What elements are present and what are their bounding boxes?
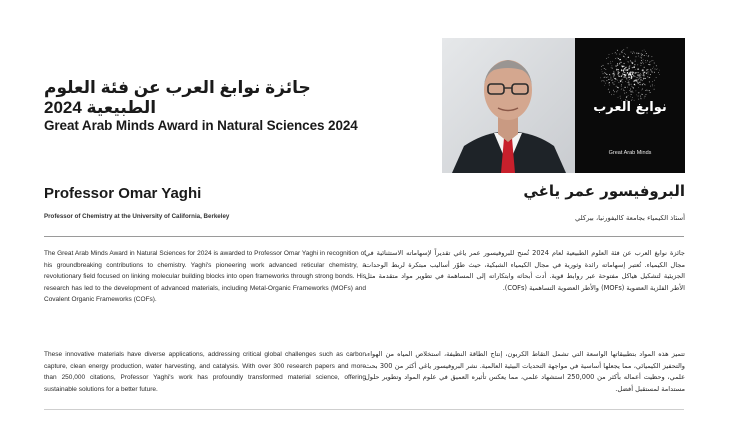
body-paragraph-arabic: جائزة نوابغ العرب عن فئة العلوم الطبيعية لعام 2024 تُمنح للبروفيسور عمر ياغي تقديراً لإسهاماته الاستثنائية في مجال الكيمياء. تُعتبر إسهاماته رائدة وثورية في مجال الكيمياء الشبكية، حيث طوّر أساليب مبتكرة لربط الوحدات الجزيئية لتشكيل هياكل مفتوحة عبر روابط قوية. أدت أبحاثه وابتكاراته إلى المساهمة في تطوير مواد متقدمة مثل الأطر الفلزية العضوية (MOFs) والأطر العضوية التساهمية (COFs).: [365, 249, 685, 292]
body-paragraph-english: These innovative materials have diverse applications, addressing critical global challenges such as carbon capture, clean energy production, water harvesting, and catalysis. With over 300 research papers and more than 250,000 citations, Professor Yaghi's work has profoundly transformed material science, offering sustainable solutions for a better future.: [44, 351, 366, 393]
page-title-english: Great Arab Minds Award in Natural Sciences 2024: [44, 118, 358, 133]
logo-text-arabic: نوابغ العرب: [593, 100, 667, 115]
great-arab-minds-logo: [575, 38, 685, 173]
logo-text-english: Great Arab Minds: [608, 150, 652, 156]
body-paragraph-english: The Great Arab Minds Award in Natural Sciences for 2024 is awarded to Professor Omar Yaghi in recognition of his groundbreaking contributions to chemistry. Yaghi's pioneering work advanced reticular chemistry, a revolutionary field focused on linking molecular building blocks into open frameworks through strong bonds. His research has led to the development of advanced materials, including Metal-Organic Frameworks (MOFs) and Covalent Organic Frameworks (COFs).: [44, 250, 366, 304]
page-title-arabic: جائزة نوابغ العرب عن فئة العلوم الطبيعية 2024: [44, 78, 311, 117]
starburst-icon: [575, 38, 685, 108]
laureate-affiliation-english: Professor of Chemistry at the University of California, Berkeley: [44, 213, 230, 220]
laureate-portrait: [442, 38, 575, 173]
body-paragraph-arabic: تتميز هذه المواد بتطبيقاتها الواسعة التي تشمل التقاط الكربون، إنتاج الطاقة النظيفة، استخلاص المياه من الهواء، والتحفيز الكيميائي، مما يجعلها أساسية في مواجهة التحديات البيئية العالمية. نشر البروفيسور ياغي أكثر من 300 بحث علمي، وحظيت أعماله بأكثر من 250,000 استشهاد علمي، مما يعكس تأثيره العميق في علوم المواد وتطوير حلول مستدامة لمستقبل أفضل.: [365, 350, 686, 393]
divider: [44, 236, 684, 237]
laureate-name-arabic: البروفيسور عمر ياغي: [523, 182, 685, 200]
laureate-affiliation-arabic: أستاذ الكيمياء بجامعة كاليفورنيا، بيركلي: [574, 214, 685, 222]
footer-divider: [44, 409, 684, 410]
laureate-name-english: Professor Omar Yaghi: [44, 185, 202, 202]
portrait-illustration: [442, 38, 575, 173]
